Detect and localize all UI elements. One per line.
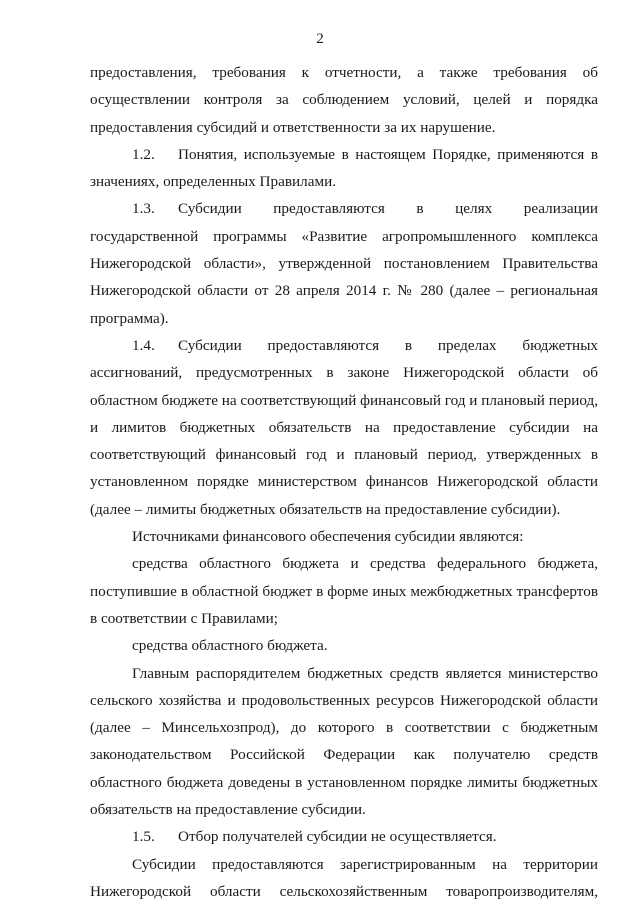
clause-number: 1.2.	[132, 145, 155, 163]
paragraph-recipients	[90, 851, 598, 905]
paragraph-text: Понятия, используемые в настоящем Порядке, применяются в значениях, определенных Правилами.	[90, 145, 598, 191]
paragraph-text: Субсидии предоставляются зарегистрированным на территории Нижегородской области сельскохозяйственным товаропроизводителям,	[90, 855, 598, 900]
paragraph-continuation	[90, 59, 598, 141]
paragraph-text: средства областного бюджета.	[132, 637, 328, 655]
paragraph-clause-1-3	[90, 195, 598, 331]
clause-number: 1.3.	[132, 200, 155, 218]
clause-number: 1.5.	[132, 828, 155, 846]
paragraph-text: Субсидии предоставляются в целях реализации государственной программы «Развитие агропромышленного комплекса Нижегородской области», утвержденной постановлением Правительства Нижегородской области от 28 апреля 2014 г. № 280 (далее – региональная программа).	[90, 200, 598, 327]
clause-number: 1.4.	[132, 336, 155, 354]
paragraph-text: Источниками финансового обеспечения субсидии являются:	[132, 528, 524, 546]
paragraph-funding-item	[90, 632, 598, 659]
paragraph-main-administrator	[90, 660, 598, 824]
paragraph-text: Главным распорядителем бюджетных средств является министерство сельского хозяйства и продовольственных ресурсов Нижегородской области (далее – Минсельхозпрод), до которого в соответствии с бюджетным законодательством Российской Федерации как получателю средств областного бюджета доведены в установленном порядке лимиты бюджетных обязательств на предоставление субсидии.	[90, 664, 598, 819]
paragraph-text: Субсидии предоставляются в пределах бюджетных ассигнований, предусмотренных в законе Нижегородской области об областном бюджете на соответствующий финансовый год и плановый период, и лимитов бюджетных обязательств на предоставление субсидии на соответствующий финансовый год и плановый период, утвержденных в установленном порядке министерством финансов Нижегородской области (далее – лимиты бюджетных обязательств на предоставление субсидии).	[90, 336, 598, 518]
paragraph-funding-sources	[90, 523, 598, 550]
paragraph-clause-1-5	[90, 823, 598, 850]
paragraph-text: средства областного бюджета и средства федерального бюджета, поступившие в областной бюджет в форме иных межбюджетных трансфертов в соответствии с Правилами;	[90, 555, 598, 627]
paragraph-clause-1-4	[90, 332, 598, 523]
paragraph-text: Отбор получателей субсидии не осуществляется.	[178, 828, 497, 846]
document-body	[90, 59, 598, 905]
paragraph-clause-1-2	[90, 141, 598, 196]
paragraph-text: предоставления, требования к отчетности, а также требования об осуществлении контроля за соблюдением условий, целей и порядка предоставления субсидий и ответственности за их нарушение.	[90, 64, 598, 136]
paragraph-funding-item	[90, 550, 598, 632]
page-number: 2	[316, 31, 324, 47]
